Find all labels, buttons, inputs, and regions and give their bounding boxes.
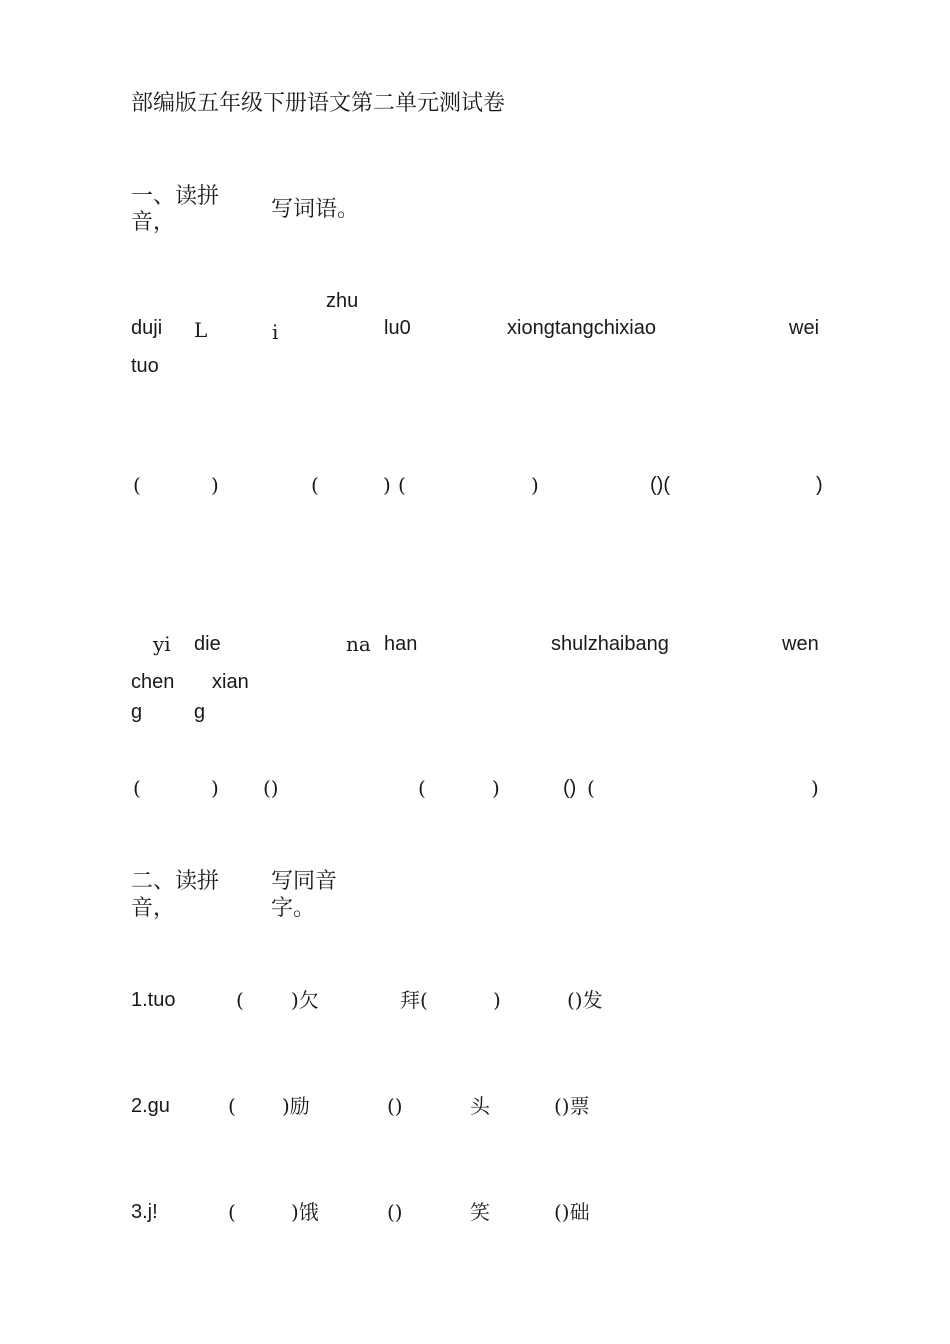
pinyin-item: na: [346, 632, 371, 656]
answer-bracket: (: [133, 776, 141, 800]
answer-bracket: (: [398, 473, 406, 497]
pinyin-above: zhu: [326, 290, 359, 312]
pinyin-item: yi: [153, 632, 171, 656]
answer-bracket: (: [228, 1200, 236, 1224]
answer-bracket: (): [563, 777, 577, 799]
answer-bracket: (): [387, 1094, 403, 1118]
answer-bracket: ): [211, 776, 219, 800]
section-1-heading-part-a: 一、读拼: [131, 184, 220, 209]
homophone-label: 1.tuo: [131, 989, 176, 1011]
answer-bracket: ): [811, 776, 819, 800]
answer-bracket: ): [492, 776, 500, 800]
answer-bracket: (: [311, 473, 319, 497]
answer-bracket: (): [387, 1200, 403, 1224]
answer-bracket: (: [236, 988, 244, 1012]
answer-bracket: ): [816, 474, 823, 496]
answer-bracket: (: [418, 776, 426, 800]
section-1-heading-part-b: 音，: [131, 210, 176, 235]
section-2-heading-part-c: 写同音: [271, 869, 338, 894]
pinyin-item: xian: [212, 671, 249, 693]
homophone-text: 拜(: [400, 988, 428, 1012]
answer-bracket: ): [383, 473, 391, 497]
homophone-text: 笑: [470, 1200, 490, 1224]
section-1-heading-part-c: 写词语。: [271, 197, 360, 222]
answer-bracket: (: [133, 473, 141, 497]
answer-bracket: (): [263, 776, 279, 800]
pinyin-item: i: [272, 320, 279, 344]
pinyin-item: die: [194, 633, 221, 655]
homophone-text: ()票: [554, 1094, 590, 1118]
homophone-label: 3.j!: [131, 1201, 158, 1223]
pinyin-item: xiongtangchixiao: [507, 317, 656, 339]
pinyin-item: tuo: [131, 355, 159, 377]
answer-bracket: ()(: [650, 474, 670, 496]
homophone-label: 2.gu: [131, 1095, 170, 1117]
pinyin-item: g: [131, 701, 143, 723]
pinyin-item: duji: [131, 317, 163, 339]
section-2-heading-part-a: 二、读拼: [131, 869, 220, 894]
homophone-text: )励: [282, 1094, 310, 1118]
section-2-heading-part-b: 音，: [131, 896, 176, 921]
homophone-text: )欠: [291, 988, 319, 1012]
answer-bracket: ): [211, 473, 219, 497]
pinyin-item: wen: [782, 633, 819, 655]
answer-bracket: (: [587, 776, 595, 800]
section-2-heading-part-d: 字。: [271, 896, 316, 921]
homophone-text: ()发: [567, 988, 603, 1012]
pinyin-item: shulzhaibang: [551, 633, 669, 655]
page-title: 部编版五年级下册语文第二单元测试卷: [131, 91, 506, 116]
homophone-text: ()础: [554, 1200, 590, 1224]
answer-bracket: ): [493, 988, 501, 1012]
pinyin-item: L: [194, 318, 208, 342]
answer-bracket: (: [228, 1094, 236, 1118]
pinyin-item: g: [194, 701, 206, 723]
pinyin-item: chen: [131, 671, 175, 693]
homophone-text: 头: [470, 1094, 490, 1118]
answer-bracket: ): [531, 473, 539, 497]
pinyin-item: wei: [789, 317, 820, 339]
pinyin-item: han: [384, 633, 418, 655]
pinyin-item: lu0: [384, 317, 411, 339]
homophone-text: )饿: [291, 1200, 319, 1224]
